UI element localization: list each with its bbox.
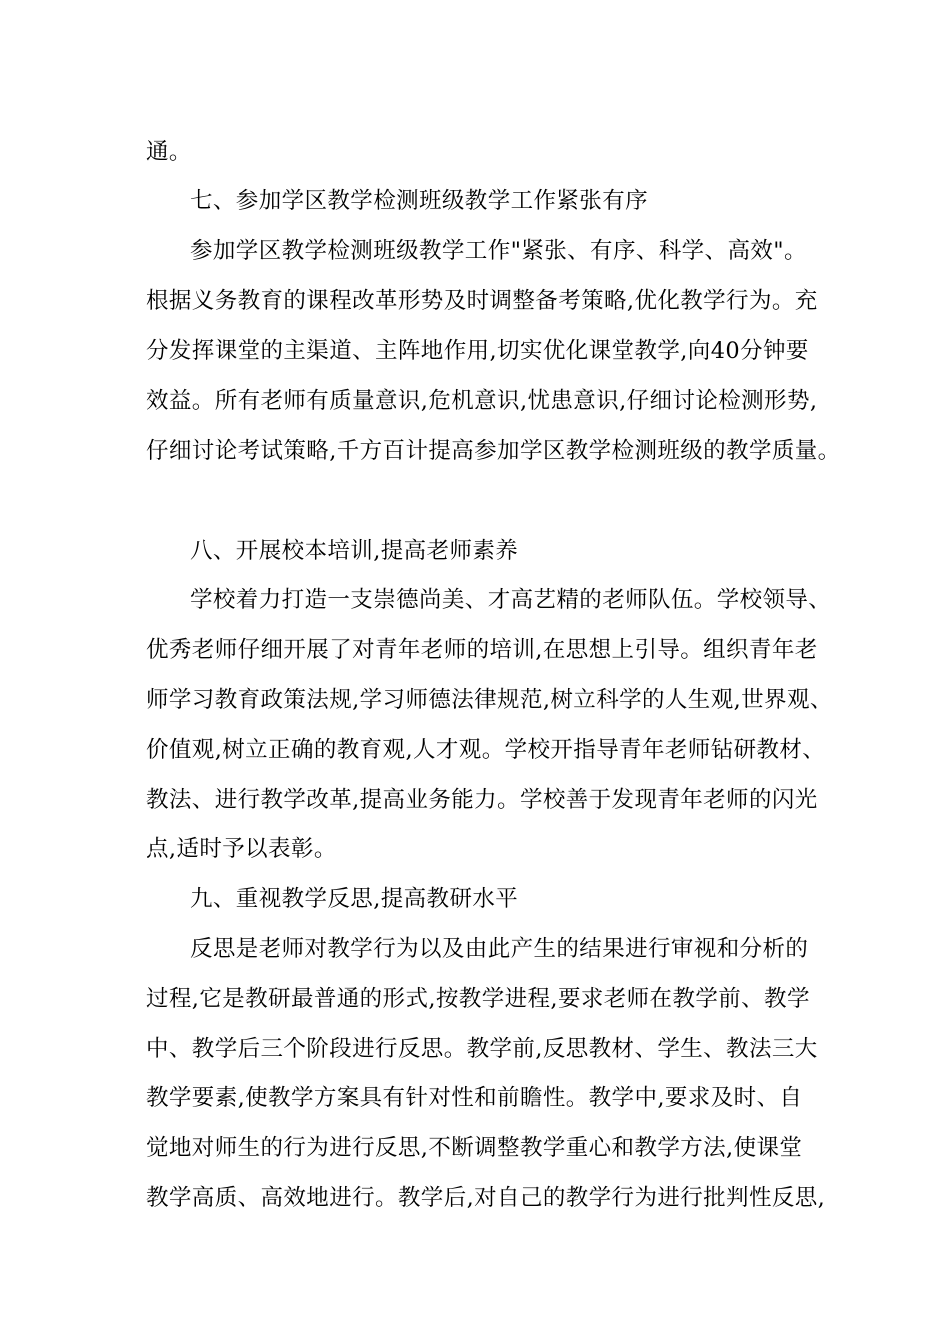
section-heading-7: 七、参加学区教学检测班级教学工作紧张有序 xyxy=(190,188,649,214)
paragraph-line: 教学要素,使教学方案具有针对性和前瞻性。教学中,要求及时、自 xyxy=(146,1085,803,1111)
paragraph-line: 教法、进行教学改革,提高业务能力。学校善于发现青年老师的闪光 xyxy=(146,787,818,813)
paragraph-line: 学校着力打造一支崇德尚美、才高艺精的老师队伍。学校领导、 xyxy=(190,587,832,613)
paragraph-line: 仔细讨论考试策略,千方百计提高参加学区教学检测班级的教学质量。 xyxy=(146,438,841,464)
paragraph-line: 根据义务教育的课程改革形势及时调整备考策略,优化教学行为。充 xyxy=(146,288,818,314)
paragraph-line: 价值观,树立正确的教育观,人才观。学校开指导青年老师钻研教材、 xyxy=(146,737,826,763)
paragraph-line: 优秀老师仔细开展了对青年老师的培训,在思想上引导。组织青年老 xyxy=(146,637,818,663)
section-heading-8: 八、开展校本培训,提高老师素养 xyxy=(190,538,519,564)
paragraph-line: 参加学区教学检测班级教学工作"紧张、有序、科学、高效"。 xyxy=(190,238,807,264)
paragraph-line: 教学高质、高效地进行。教学后,对自己的教学行为进行批判性反思, xyxy=(146,1185,826,1211)
paragraph-line: 过程,它是教研最普通的形式,按教学进程,要求老师在教学前、教学 xyxy=(146,986,810,1012)
paragraph-line: 效益。所有老师有质量意识,危机意识,忧患意识,仔细讨论检测形势, xyxy=(146,388,818,414)
section-heading-9: 九、重视教学反思,提高教研水平 xyxy=(190,886,519,912)
paragraph-line: 中、教学后三个阶段进行反思。教学前,反思教材、学生、教法三大 xyxy=(146,1036,818,1062)
paragraph-line: 觉地对师生的行为进行反思,不断调整教学重心和教学方法,使课堂 xyxy=(146,1135,803,1161)
paragraph-line: 分发挥课堂的主渠道、主阵地作用,切实优化课堂教学,向40分钟要 xyxy=(146,338,809,364)
paragraph-line: 点,适时予以表彰。 xyxy=(146,836,337,862)
paragraph-line: 反思是老师对教学行为以及由此产生的结果进行审视和分析的 xyxy=(190,936,809,962)
text-line: 通。 xyxy=(146,139,192,165)
paragraph-line: 师学习教育政策法规,学习师德法律规范,树立科学的人生观,世界观、 xyxy=(146,687,833,713)
